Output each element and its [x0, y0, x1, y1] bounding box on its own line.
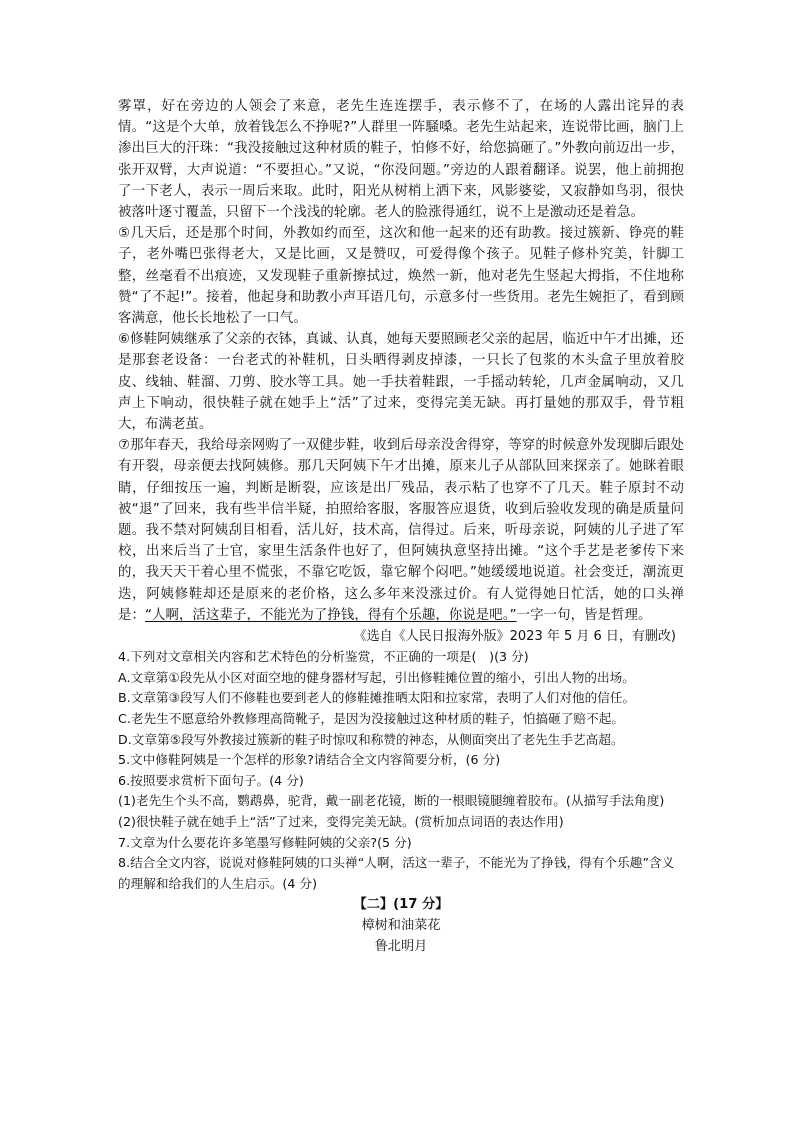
source-citation: 《选自《人民日报海外版》2023 年 5 月 6 日，有删改)	[353, 629, 676, 645]
question-6-part-2: (2)很快鞋子就在她手上“活”了过来，变得完美无缺。(赏析加点词语的表达作用)	[118, 814, 564, 830]
paragraph-1: 雾罩，好在旁边的人领会了来意，老先生连连摆手，表示修不了，在场的人露出诧异的表情。“这是个大单，放着钱怎么不挣呢?”人群里一阵騒嗓。老先生站起来，连说带比画，脑门上渗出巨大的汗珠：“我没接触过这种材质的鞋子，怕修不好，给您搞砸了。”外教向前迈出一步，张开双臂，大声说道：“不要担心。”又说，“你没问题。”旁边的人跟着翻译。说罢，他上前拥抱了一下老人，表示一周后来取。此时，阳光从树梢上洒下来，风影婆娑，又寂静如鸟羽，很快被落叶逐寸覆盖，只留下一个浅浅的轮廓。老人的脸涨得通红，说不上是激动还是着急。	[118, 99, 684, 221]
question-5: 5.文中修鞋阿姨是一个怎样的形象?请结合全文内容简要分析，(6 分)	[118, 752, 501, 768]
paragraph-6: ⑥修鞋阿姨继承了父亲的衣钵，真诚、认真，她每天要照顾老父亲的起居，临近中午才出摊，还是那套老设备：一台老式的补鞋机，日头晒得剥皮掉漆，一只长了包浆的木头盒子里放着胶皮、线轴、鞋溜、刀剪、胶水等工具。她一手扶着鞋跟，一手摇动转轮，几声金属响动，又几声上下响动，很快鞋子就在她手上“活”了过来，变得完美无缺。再打量她的那双手，骨节粗大，布满老茧。	[118, 332, 684, 433]
question-4-option-c: C.老先生不愿意给外教修理高筒靴子，是因为没接触过这种材质的鞋子，怕搞砸了赔不起。	[118, 711, 625, 727]
underlined-quote: “人啊，活这辈子，不能光为了挣钱，得有个乐趣，你说是吧。”	[144, 607, 517, 623]
paragraph-7-end: 一字一句，皆是哲理。	[516, 607, 652, 623]
question-6: 6.按照要求赏析下面句子。(4 分)	[118, 772, 304, 788]
article-title: 樟树和油菜花	[361, 918, 441, 934]
question-4-option-a: A.文章第①段先从小区对面空地的健身器材写起，引出修鞋摊位置的缩小，引出人物的出场。	[118, 669, 635, 685]
article-author: 鲁北明月	[374, 939, 428, 955]
question-4-option-d: D.文章第⑤段写外教接过簇新的鞋子时惊叹和称赞的神态，从侧面突出了老先生手艺高超。	[118, 731, 624, 747]
question-8: 8.结合全文内容，说说对修鞋阿姨的口头禅“人啊，活这一辈子，不能光为了挣钱，得有个乐趣”含义的理解和给我们的人生启示。(4 分)	[118, 855, 675, 891]
section-heading: 【二】(17 分】	[353, 897, 449, 913]
document-page	[118, 96, 684, 957]
paragraph-7	[118, 435, 684, 626]
paragraph-5: ⑤几天后，还是那个时间，外教如约而至，这次和他一起来的还有助教。接过簇新、铮亮的鞋子，老外嘴巴张得老大，又是比画，又是赞叹，可爱得像个孩子。见鞋子修朴究美，针脚工整，丝毫看不出痕迹，又发现鞋子重新擦拭过，焕然一新，他对老先生竖起大拇指，不住地称赞“了不起!”。接着，他起身和助教小声耳语几句，示意多付一些货用。老先生婉拒了，看到顾客满意，他长长地松了一口气。	[118, 226, 684, 327]
paragraph-7-text: ⑦那年春天，我给母亲网购了一双健步鞋，收到后母亲没舍得穿，等穿的时候意外发现脚后跟处有开裂，母亲便去找阿姨修。那几天阿姨下午才出摊，原来儿子从部队回来探亲了。她眯着眼睛，仔细按压一遍，判断是断裂，应该是出厂残品，表示粘了也穿不了几天。鞋子原封不动被“退”了回来，我有些半信半疑，拍照给客服，客服答应退货，收到后验收发现的确是质量问题。我不禁对阿姨刮目相看，活儿好，技术高，信得过。后来，听母亲说，阿姨的儿子进了军校，出来后当了士官，家里生活条件也好了，但阿姨执意坚持出摊。“这个手艺是老爹传下来的，我天天干着心里不慌张，不靠它吃饭，靠它解个闷吧。”她缓缓地说道。社会变迁，潮流更迭，阿姨修鞋却还是原来的老价格，这么多年来没涨过价。有人觉得她日忙活，她的口头禅是：	[118, 438, 684, 623]
question-6-part-1: (1)老先生个头不高，鹦鹉鼻，驼背，戴一副老花镜，断的一根眼镜腿缠着胶布。(从描写手法角度)	[118, 793, 665, 809]
question-4-option-b: B.文章第③段写人们不修鞋也要到老人的修鞋摊推晒太阳和拉家常，表明了人们对他的信任。	[118, 690, 636, 706]
question-7: 7.文章为什么要花许多笔墨写修鞋阿姨的父亲?(5 分)	[118, 834, 412, 850]
question-4: 4.下列对文章相关内容和艺术特色的分析鉴赏，不正确的一项是( )(3 分)	[118, 649, 529, 665]
